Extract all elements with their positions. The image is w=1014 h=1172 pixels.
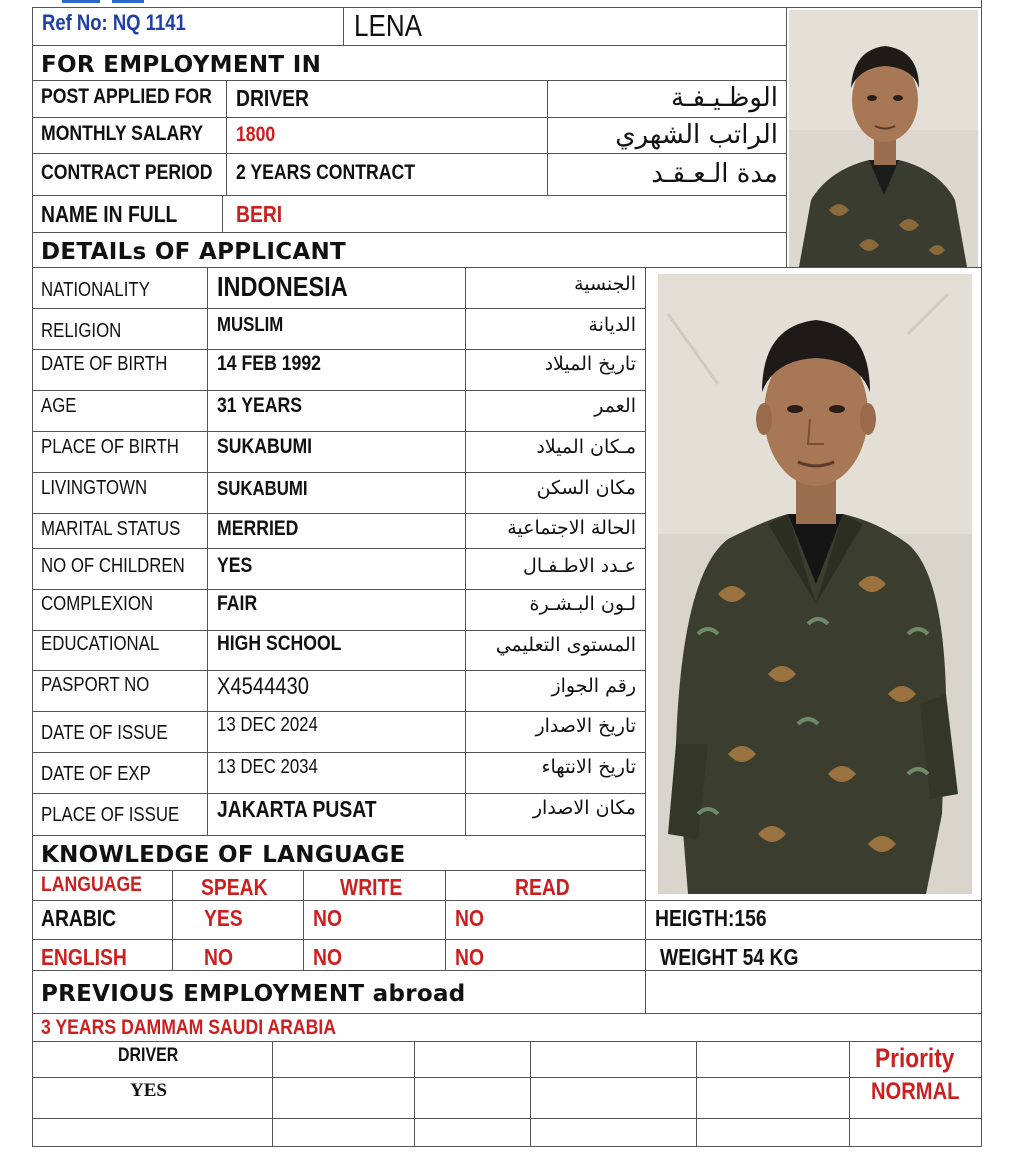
value-date-of-birth: 14 FEB 1992 [217, 352, 321, 375]
value-educational: HIGH SCHOOL [217, 632, 342, 655]
previous-employment-detail: 3 YEARS DAMMAM SAUDI ARABIA [41, 1016, 336, 1039]
value-complexion: FAIR [217, 592, 258, 615]
arabic-nationality: الجنسية [574, 273, 636, 295]
previous-position: DRIVER [118, 1045, 179, 1066]
label-passport-no: PASPORT NO [41, 674, 150, 696]
value-place-of-birth: SUKABUMI [217, 435, 313, 458]
label-educational: EDUCATIONAL [41, 633, 160, 655]
arabic-read: NO [455, 905, 484, 931]
label-date-of-birth: DATE OF BIRTH [41, 353, 168, 375]
arabic-place-of-birth: مـكان الميلاد [536, 436, 636, 458]
arabic-age: العمر [594, 395, 636, 417]
arabic-marital-status: الحالة الاجتماعية [507, 517, 636, 539]
arabic-speak: YES [204, 905, 243, 931]
value-age: 31 YEARS [217, 394, 302, 417]
value-place-of-issue: JAKARTA PUSAT [217, 796, 377, 822]
label-date-of-exp: DATE OF EXP [41, 763, 151, 785]
arabic-no-of-children: عـدد الاطـفـال [523, 555, 636, 577]
english-write: NO [313, 944, 342, 970]
agency-name: LENA [354, 8, 423, 43]
priority-value: NORMAL [871, 1078, 960, 1105]
value-date-of-issue: 13 DEC 2024 [217, 714, 318, 736]
value-religion: MUSLIM [217, 314, 284, 336]
section-title-employment: FOR EMPLOYMENT IN [41, 52, 322, 78]
section-title-previous-employment: PREVIOUS EMPLOYMENT abroad [41, 981, 466, 1007]
header-language: LANGUAGE [41, 873, 142, 896]
label-place-of-birth: PLACE OF BIRTH [41, 436, 179, 458]
value-post-applied: DRIVER [236, 85, 310, 111]
arabic-livingtown: مكان السكن [536, 477, 636, 499]
language-english: ENGLISH [41, 944, 127, 970]
value-contract-period: 2 YEARS CONTRACT [236, 161, 416, 184]
value-date-of-exp: 13 DEC 2034 [217, 756, 318, 778]
label-age: AGE [41, 395, 77, 417]
top-accent [112, 0, 144, 3]
header-speak: SPEAK [201, 874, 268, 900]
value-livingtown: SUKABUMI [217, 478, 308, 500]
ref-number: Ref No: NQ 1141 [42, 10, 186, 35]
arabic-post-applied: الوظـيـفـة [670, 83, 778, 113]
label-nationality: NATIONALITY [41, 279, 150, 301]
label-place-of-issue: PLACE OF ISSUE [41, 804, 180, 826]
applicant-full-body-photo [658, 274, 972, 894]
value-nationality: INDONESIA [217, 271, 348, 302]
english-read: NO [455, 944, 484, 970]
label-livingtown: LIVINGTOWN [41, 477, 148, 499]
arabic-complexion: لـون البـشـرة [529, 593, 636, 615]
arabic-write: NO [313, 905, 342, 931]
label-date-of-issue: DATE OF ISSUE [41, 722, 168, 744]
header-read: READ [515, 874, 570, 900]
value-name-in-full: BERI [236, 201, 283, 227]
priority-label: Priority [875, 1043, 955, 1073]
label-no-of-children: NO OF CHILDREN [41, 555, 185, 577]
arabic-date-of-issue: تاريخ الاصدار [535, 715, 636, 737]
english-speak: NO [204, 944, 233, 970]
arabic-place-of-issue: مكان الاصدار [532, 797, 636, 819]
value-marital-status: MERRIED [217, 517, 299, 540]
section-title-language: KNOWLEDGE OF LANGUAGE [41, 842, 406, 868]
arabic-date-of-exp: تاريخ الانتهاء [541, 756, 636, 778]
weight-value: WEIGHT 54 KG [660, 944, 799, 970]
arabic-monthly-salary: الراتب الشهري [615, 120, 778, 150]
previous-answer: YES [130, 1080, 167, 1101]
header-write: WRITE [340, 874, 403, 900]
applicant-portrait-photo [789, 10, 978, 267]
top-accent [62, 0, 100, 3]
arabic-passport-no: رقم الجواز [551, 675, 636, 697]
section-title-applicant: DETAILs OF APPLICANT [41, 239, 347, 265]
arabic-religion: الديانة [588, 314, 636, 336]
label-marital-status: MARITAL STATUS [41, 518, 181, 540]
label-monthly-salary: MONTHLY SALARY [41, 122, 204, 145]
arabic-educational: المستوى التعليمي [495, 634, 636, 656]
label-post-applied: POST APPLIED FOR [41, 85, 212, 108]
value-passport-no: X4544430 [217, 673, 309, 700]
value-monthly-salary: 1800 [236, 123, 276, 146]
arabic-contract-period: مدة الـعـقـد [651, 159, 778, 189]
arabic-date-of-birth: تاريخ الميلاد [544, 353, 636, 375]
label-complexion: COMPLEXION [41, 593, 154, 615]
label-name-in-full: NAME IN FULL [41, 201, 178, 227]
label-religion: RELIGION [41, 320, 122, 342]
label-contract-period: CONTRACT PERIOD [41, 161, 213, 184]
language-arabic: ARABIC [41, 905, 117, 931]
value-no-of-children: YES [217, 554, 253, 577]
height-value: HEIGTH:156 [655, 905, 767, 931]
